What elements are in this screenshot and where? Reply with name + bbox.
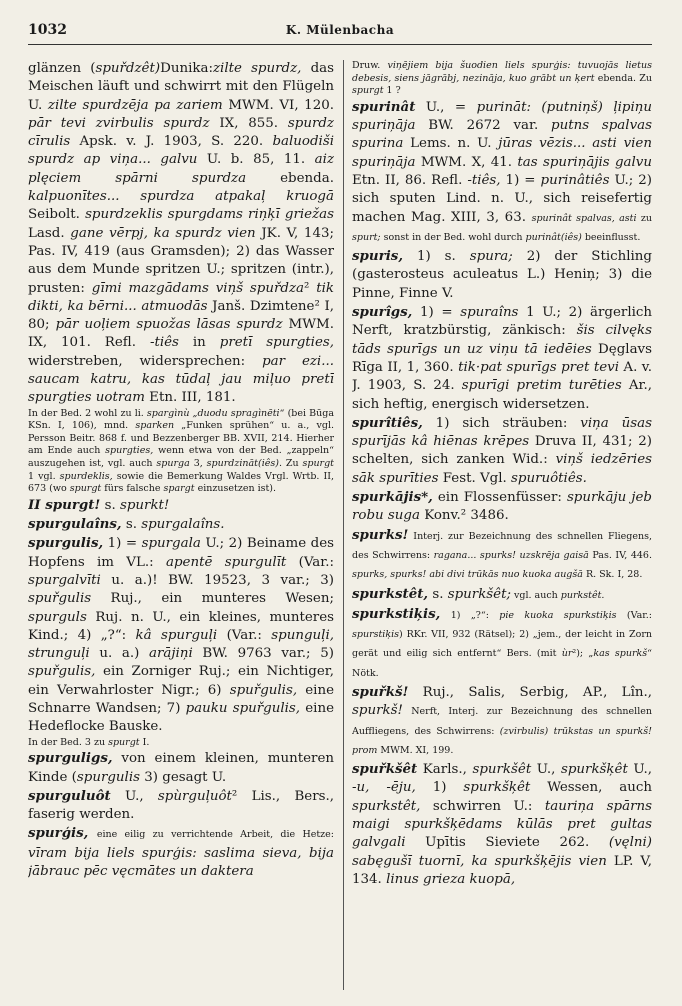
italic-text: spurkt! — [119, 497, 170, 513]
text-run: 1 vgl. — [28, 470, 60, 482]
dictionary-entry — [28, 515, 334, 534]
italic-text: spurinât spalvas, asti — [531, 212, 637, 224]
text-run: 1 ? — [383, 85, 401, 97]
note-paragraph — [28, 737, 334, 750]
text-run: Interj. zur Bezeichnung des schnellen Fliegens, des Schwirrens: — [352, 530, 652, 561]
italic-text: šis cilvęks tāds spurīgs un uz viņu tā iedēies — [352, 323, 652, 357]
italic-text: pie kuoka spurkstiķis — [499, 609, 617, 621]
text-run: Pas. IV, 446. — [588, 549, 652, 561]
text-run: 1) = — [103, 536, 142, 552]
text-run: I. — [139, 736, 150, 748]
text-run: LP. V, 134. — [352, 853, 652, 887]
text-run: U.; 2) sich sputen Lind. n. U., sich reisefertig machen Mag. XIII, 3, 63. — [352, 172, 652, 225]
text-run: BW. 9763 var.; 5) — [192, 646, 334, 662]
text-run: ein Flossenfüsser: — [432, 490, 567, 506]
dictionary-entry — [352, 98, 652, 247]
text-run: JK. V, 143; Pas. IV, 419 (aus Gramsden); 2) das Wasser aus dem Munde spritzen U.; spritzen (intr.), prusten: — [28, 225, 334, 296]
text-run: In der Bed. 2 wohl zu li. — [28, 407, 147, 419]
italic-text: ragana... spurks! uzskrēja gaisā — [433, 549, 589, 561]
italic-text: spurdzeklis spurgdams riņķī griežas — [85, 207, 334, 223]
text-run: (Var.: — [286, 554, 334, 570]
text-run: 1) = — [500, 172, 541, 188]
text-run: BW. 2672 var. — [415, 118, 551, 134]
text-run: Lasd. — [28, 225, 71, 241]
italic-text: linus grieza kuopā, — [386, 871, 516, 887]
dictionary-entry — [28, 787, 334, 825]
italic-text: spurkstêt, — [352, 798, 421, 814]
headword: spuřkš! — [352, 683, 409, 700]
text-run: Etn. III, 181. — [144, 390, 236, 406]
italic-text: spurgala — [141, 536, 201, 552]
italic-text: pār uoļiem spuožas lāsas spurdz — [55, 317, 283, 333]
text-run: zu — [636, 212, 652, 224]
text-run: in — [178, 335, 220, 351]
italic-text: spurkāju jeb robu suga — [352, 490, 652, 524]
italic-text: gane vērpj, ka spurdz vien — [70, 225, 256, 241]
text-run: beeinflusst. — [581, 231, 641, 243]
text-run: Dęglavs Rīga II, 1, 360. — [352, 341, 652, 375]
dictionary-entry — [352, 247, 652, 303]
text-run: U., — [627, 762, 652, 778]
left-column — [28, 60, 334, 881]
text-run: Janš. Dzimtene² I, 80; — [28, 298, 334, 333]
text-run: „Funken sprühen“ u. a., vgl. Persson Beitr. 868 f. und Bezzenberger BB. XVII, 214. Hierher am Ende auch — [28, 420, 334, 457]
dictionary-entry — [352, 488, 652, 526]
text-run: ebenda. Zu — [594, 72, 652, 84]
italic-text: kas spurkš — [593, 648, 648, 660]
dictionary-entry — [352, 683, 652, 760]
italic-text: gīmi mazgādams viņš spuřdza — [91, 280, 304, 296]
text-run: (bei Būga KSn. I, 106), mnd. — [28, 407, 334, 432]
italic-text: spurgt — [108, 736, 140, 748]
italic-text: vīram bija liels spurģis: saslima sieva, bija jābrauc pēc vęcmātes un daktera — [28, 845, 334, 880]
text-run: s. — [100, 497, 120, 513]
text-run: MWM. IX, 101. Refl. — [28, 317, 334, 351]
text-run: s. — [121, 517, 142, 533]
italic-text: pār tevi zvirbulis spurdz — [28, 115, 210, 131]
italic-text: spuřgulis, — [229, 682, 298, 698]
italic-text: spurdeklis, — [59, 470, 113, 482]
italic-text: sparken — [135, 420, 175, 432]
text-run: widerstreben, widersprechen: — [28, 353, 263, 369]
running-title: K. Mülenbacha — [285, 23, 395, 37]
text-run: U., — [531, 762, 561, 778]
text-run: MWM. XI, 199. — [377, 744, 454, 756]
text-run: U. b. 85, 11. — [197, 152, 315, 168]
dictionary-entry — [352, 585, 652, 605]
italic-text: spurgt — [302, 458, 334, 470]
dictionary-entry — [352, 526, 652, 585]
text-run: 1) sich sträuben: — [422, 415, 581, 431]
page-number: 1032 — [28, 22, 67, 38]
text-run: eine Schnarre Wandsen; 7) — [28, 682, 334, 717]
text-run — [88, 826, 97, 841]
italic-text: spurgt — [352, 85, 384, 97]
headword: spuřkšêt — [352, 761, 418, 778]
italic-text: (zvirbulis) trūkstas un spurkš! prom — [352, 725, 652, 756]
text-run: Seibolt. — [28, 207, 86, 223]
italic-text: baluodiši spurdz ap viņa... galvu — [28, 134, 334, 168]
italic-text: spuřgulis — [28, 591, 92, 607]
italic-text: aiz plęciem spārni spurdza — [28, 152, 334, 186]
text-run: Apsk. v. J. 1903, S. 220. — [70, 134, 273, 150]
text-run: Ruj., ein munteres Wesen; — [91, 591, 334, 607]
headword: spurinât — [352, 98, 416, 115]
dictionary-entry — [28, 749, 334, 787]
italic-text: tauriņa spārns maigi spurkšķēdams kūlās pret gultas galvgali — [352, 798, 652, 851]
text-run: MWM. X, 41. — [415, 154, 518, 170]
italic-text: spùrguļuôt — [157, 788, 232, 804]
text-run: sonst in der Bed. wohl durch — [380, 231, 526, 243]
italic-text: spurkš! — [352, 703, 403, 719]
text-run: s. — [428, 586, 448, 602]
text-run: fürs falsche — [101, 483, 164, 495]
page-header — [28, 22, 652, 45]
right-column — [352, 60, 652, 889]
text-run: U., — [110, 788, 158, 804]
italic-text: spuruôtiês. — [511, 470, 587, 486]
text-run: eine eilig zu verrichtende Arbeit, die Hetze: — [96, 829, 334, 841]
headword: spurîgs, — [352, 304, 413, 321]
text-run: 3, — [189, 458, 207, 470]
italic-text: pauku spuřgulis, — [185, 701, 301, 717]
text-run: Ar., sich heftig, energisch widersetzen. — [352, 378, 652, 412]
italic-text: tas spuriņājis galvu — [517, 154, 652, 170]
text-run: Dunika: — [160, 61, 213, 76]
text-run: Etn. II, 86. Refl. — [352, 172, 468, 188]
headword: spurģis, — [28, 825, 89, 842]
italic-text: purināt: (putniņš) ļipiņu spuriņāja — [352, 99, 652, 134]
headword: spuris, — [352, 248, 403, 265]
dictionary-entry — [352, 760, 652, 889]
column-divider — [343, 60, 344, 990]
text-run: 2) der Stichling (gasterosteus aculeatus L.) Heniņ; 3) die Pinne, Finne V. — [352, 249, 652, 301]
headword: spurguluôt — [28, 787, 111, 804]
italic-text: kalpuonītes... spurdza atpakaļ kruogā — [28, 189, 334, 205]
italic-text: par ezi... saucam katru, kas tūdaļ jau miļuo pretī spurgties uotram — [28, 353, 334, 406]
text-run: IX, 855. — [209, 115, 288, 131]
text-run: Ruj. n. U., ein kleines, munteres Kind.; 4) „?“: — [28, 609, 334, 643]
text-run: ein Zorniger Ruj.; ein Nichtiger, ein Verwahrloster Nigr.; 6) — [28, 664, 334, 698]
text-run: A. v. J. 1903, S. 24. — [352, 359, 652, 394]
text-run: Nerft, Interj. zur Bezeichnung des schnellen Auffliegens, des Schwirrens: — [352, 706, 652, 737]
text-run: wenn etwa von der Bed. „zappeln“ auszugehen ist, vgl. auch — [28, 445, 334, 470]
text-run: u. a.) — [89, 646, 150, 662]
headword: II spurgt! — [28, 496, 101, 513]
text-run: Upītis Sieviete 262. — [405, 835, 609, 851]
italic-text: purinât(iês) — [525, 231, 582, 243]
text-run: das Meischen läuft und schwirrt mit den Flügeln U. — [28, 61, 334, 113]
italic-text: zilte spurdz, — [212, 61, 302, 76]
text-run: “ Nötk. — [352, 648, 652, 679]
italic-text: -tiês — [149, 335, 179, 351]
headword: spurkstêt, — [352, 585, 429, 602]
text-run: ) RKr. VII, 932 (Rätsel); 2) „jem., der leicht in Zorn gerät und eilig sich entfernt“ Bers. (mit — [352, 629, 652, 660]
italic-text: spurgt — [69, 483, 102, 495]
italic-text: spunguļi, strunguļi — [28, 627, 334, 662]
italic-text: spuřgulis, — [28, 664, 96, 680]
italic-text: spurgulis — [76, 769, 140, 785]
text-run: 1) s. — [402, 249, 470, 265]
text-run: ² Lis., Bers., faserig werden. — [28, 788, 334, 823]
italic-text: spurkšķêt — [560, 762, 628, 778]
italic-text: spurguls — [28, 609, 87, 625]
headword: spurgulis, — [28, 535, 104, 552]
text-run: ²); „ — [572, 648, 594, 660]
dictionary-entry — [352, 303, 652, 414]
dictionary-entry — [28, 496, 334, 515]
italic-text: spurgalvīti — [28, 572, 101, 588]
italic-text: spurgalaîns. — [141, 517, 225, 533]
italic-text: spurgties, — [105, 445, 154, 457]
text-run: ² — [304, 280, 317, 296]
text-run: schwirren U.: — [420, 798, 545, 814]
text-run: von einem kleinen, munteren Kinde ( — [28, 751, 334, 785]
text-run: 1 U.; 2) ärgerlich Nerft, kratzbürstig, zänkisch: — [352, 305, 652, 339]
text-run: Konv.² 3486. — [419, 508, 509, 524]
italic-text: -tiês, — [467, 172, 501, 188]
text-run: einzusetzen ist). — [194, 483, 277, 495]
italic-text: zilte spurdzēja pa zariem — [47, 97, 223, 113]
italic-text: viņējiem bija šuodien liels spurģis: tuvuojās lietus debesis, siens jāgrābj, nezināja, kuo grābt un ķert — [352, 60, 652, 84]
dictionary-entry — [28, 60, 334, 408]
text-run: Karls., — [417, 762, 473, 778]
text-run: Lems. n. U. — [403, 136, 499, 152]
note-paragraph — [28, 408, 334, 496]
italic-text: arājiņi — [149, 646, 193, 662]
italic-text: spurdzināt(iês). — [206, 458, 282, 470]
dictionary-entry — [28, 534, 334, 736]
italic-text: tik·pat spurīgs pret tevi — [458, 359, 619, 375]
text-run: (Var.: — [616, 609, 652, 621]
italic-text: spura; — [469, 249, 513, 265]
italic-text: -u, -ēju, — [352, 780, 416, 796]
headword: spurks! — [352, 526, 409, 543]
text-run: ebenda. — [246, 170, 334, 186]
text-run: 1) = — [412, 305, 461, 321]
italic-text: spurīgi pretim turēties — [461, 378, 622, 394]
italic-text: viņa ūsas spurījās kâ hiēnas krēpes — [352, 415, 652, 450]
italic-text: spurkšêt; — [447, 586, 511, 602]
italic-text: putns spalvas spurina — [352, 118, 652, 152]
text-run: In der Bed. 3 zu — [28, 736, 109, 748]
headword: spurkājis*, — [352, 489, 433, 506]
headword: spurîtiês, — [352, 414, 423, 431]
italic-text: apentē spurgulīt — [165, 554, 287, 570]
text-run: 1) — [415, 780, 464, 796]
text-run: 1) „?“: — [440, 609, 500, 621]
italic-text: spuřdzêt) — [95, 61, 161, 76]
text-run: glänzen ( — [28, 61, 96, 76]
italic-text: spurkšķêt — [463, 780, 531, 796]
text-run: MWM. VI, 120. — [222, 97, 334, 113]
text-run: (Var.: — [217, 627, 272, 643]
italic-text: spurks, spurks! abi divi trūkās nuo kuoka augšā — [352, 569, 583, 581]
italic-text: spurga — [156, 458, 190, 470]
headword: spurkstiķis, — [352, 605, 441, 622]
text-run: U.; 2) Beiname des Hopfens im VL.: — [28, 536, 334, 570]
text-run: Wessen, auch — [530, 780, 652, 796]
headword: spurgulaîns, — [28, 516, 122, 533]
text-run: Druw. — [352, 60, 388, 71]
italic-text: purkstêt. — [560, 589, 605, 601]
italic-text: (vęlni) sabęgušī tuornī, ka spurkšķējis vien — [352, 835, 652, 869]
italic-text: ùr — [561, 648, 573, 660]
italic-text: viņš iedzēries sāk spurīties — [352, 452, 652, 486]
italic-text: tik dikti, ka bērni... atmuodās — [28, 280, 334, 314]
text-run: u. a.)! BW. 19523, 3 var.; 3) — [100, 572, 334, 588]
text-run: eine Hedeflocke Bauske. — [28, 701, 334, 735]
italic-text: spargt — [163, 483, 195, 495]
text-run: vgl. auch — [511, 589, 561, 601]
text-run: Fest. Vgl. — [438, 470, 511, 486]
italic-text: spurstiķis — [352, 629, 400, 641]
dictionary-entry — [352, 414, 652, 488]
text-run: Zu — [281, 458, 303, 470]
text-run: 3) gesagt U. — [140, 769, 227, 785]
text-run: R. Sk. I, 28. — [582, 569, 643, 581]
note-paragraph — [352, 60, 652, 98]
italic-text: spargìnù „duodu spragìnēti“ — [146, 407, 285, 419]
italic-text: kâ spurguļi — [135, 627, 218, 643]
text-run: Ruj., Salis, Serbig, AP., Lîn., — [408, 684, 652, 700]
text-run: Druva II, 431; 2) schelten, sich zanken Wid.: — [352, 434, 652, 468]
text-run: U., = — [415, 99, 477, 115]
italic-text: purinâtiês — [540, 172, 610, 188]
text-run: sowie die Bemerkung Waldes Vrgl. Wrtb. II, 673 (wo — [28, 470, 334, 495]
italic-text: spurkšêt — [472, 762, 532, 778]
italic-text: jūras vēzis... asti vien spuriņāja — [352, 136, 652, 170]
italic-text: spuraîns — [460, 305, 519, 321]
italic-text: spurdz cīrulis — [28, 115, 334, 150]
italic-text: spurt; — [352, 231, 381, 243]
italic-text: pretī spurgties, — [219, 335, 334, 351]
dictionary-entry — [352, 605, 652, 683]
headword: spurguligs, — [28, 750, 113, 767]
dictionary-entry — [28, 824, 334, 881]
